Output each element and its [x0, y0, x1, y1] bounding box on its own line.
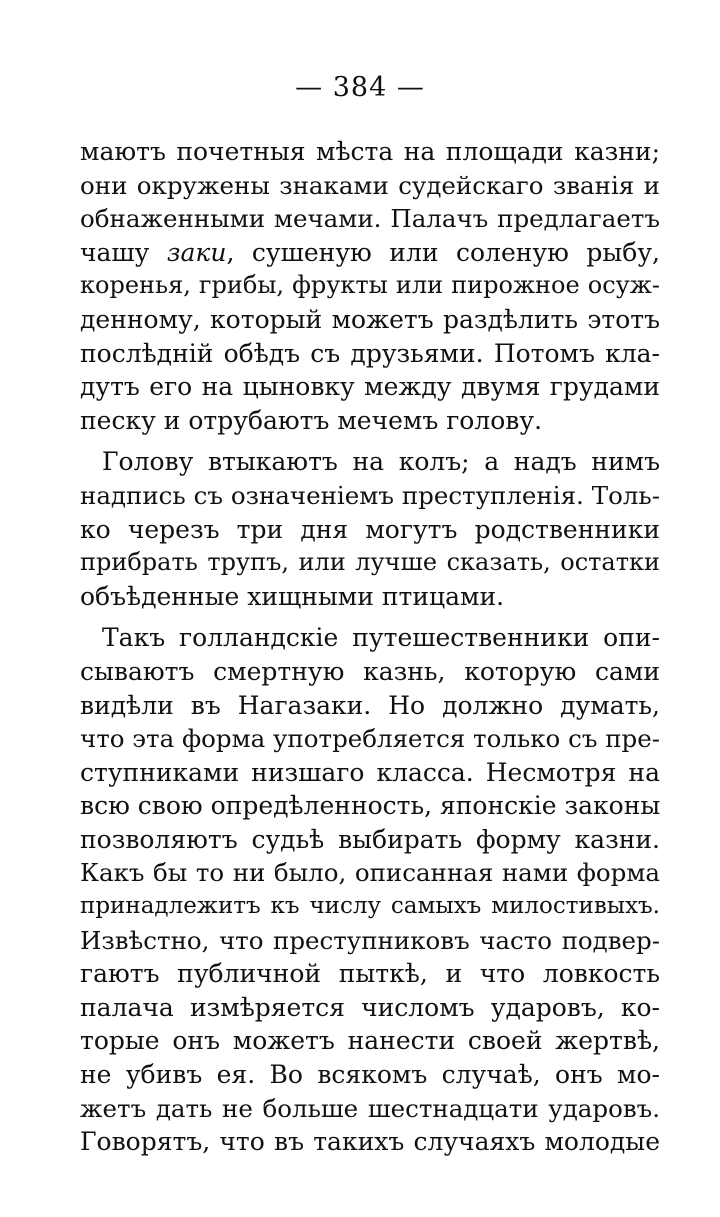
- text-line: Извѣстно, что преступниковъ часто подвер-: [80, 925, 660, 955]
- text-line: позволяютъ судьѣ выбирать форму казни.: [80, 824, 660, 854]
- text-line: Такъ голландскіе путешественники опи-: [102, 623, 660, 653]
- text-line: надпись съ означеніемъ преступленія. Толь-: [80, 480, 660, 510]
- text-line: дутъ его на цыновку между двумя грудами: [80, 372, 660, 402]
- text-line: чашу заки, сушеную или соленую рыбу,: [80, 237, 660, 267]
- italic-term: заки: [166, 237, 227, 267]
- text-line: Говорятъ, что въ такихъ случаяхъ молодые: [80, 1127, 660, 1157]
- text-line: гаютъ публичной пыткѣ, и что ловкость: [80, 959, 660, 989]
- paragraph: [80, 621, 660, 1159]
- text-line: ступниками низшаго класса. Несмотря на: [80, 757, 660, 787]
- text-line: денному, который можетъ раздѣлить этотъ: [80, 304, 660, 334]
- text-line: видѣли въ Нагазаки. Но должно думать,: [80, 690, 660, 720]
- text-line: что эта форма употребляется только съ пре-: [80, 724, 660, 754]
- text-line: сываютъ смертную казнь, которую сами: [80, 656, 660, 686]
- text-line: палача измѣряется числомъ ударовъ, ко-: [80, 992, 660, 1022]
- text-line: объѣденные хищными птицами.: [80, 581, 505, 611]
- text-line: послѣдній обѣдъ съ друзьями. Потомъ кла-: [80, 338, 660, 368]
- page-number: — 384 —: [295, 72, 425, 103]
- text-line: всю свою опредѣленность, японскіе законы: [80, 791, 661, 821]
- text-line: торые онъ можетъ нанести своей жертвѣ,: [80, 1026, 660, 1056]
- text-line: не убивъ ея. Во всякомъ случаѣ, онъ мо-: [80, 1060, 660, 1090]
- text-line: они окружены знаками судейскаго званія и: [80, 170, 660, 200]
- text-line: прибрать трупъ, или лучше сказать, остатки: [80, 548, 660, 577]
- text-line: принадлежитъ къ числу самыхъ милостивыхъ.: [80, 893, 660, 920]
- body-text: [80, 135, 660, 1159]
- text-line: маютъ почетныя мѣста на площади казни;: [80, 137, 660, 166]
- text-line: жетъ дать не больше шестнадцати ударовъ.: [80, 1093, 660, 1123]
- text-line: ко черезъ три дня могутъ родственники: [80, 514, 660, 544]
- paragraph: [80, 135, 660, 437]
- text-line: Голову втыкаютъ на колъ; а надъ нимъ: [102, 447, 660, 477]
- text-line: обнаженными мечами. Палачъ предлагаетъ: [80, 204, 660, 234]
- text-line: коренья, грибы, фрукты или пирожное осуж-: [80, 271, 660, 300]
- text-line: песку и отрубаютъ мечемъ голову.: [80, 405, 543, 435]
- paragraph: [80, 445, 660, 613]
- text-line: Какъ бы то ни было, описанная нами форма: [80, 858, 660, 888]
